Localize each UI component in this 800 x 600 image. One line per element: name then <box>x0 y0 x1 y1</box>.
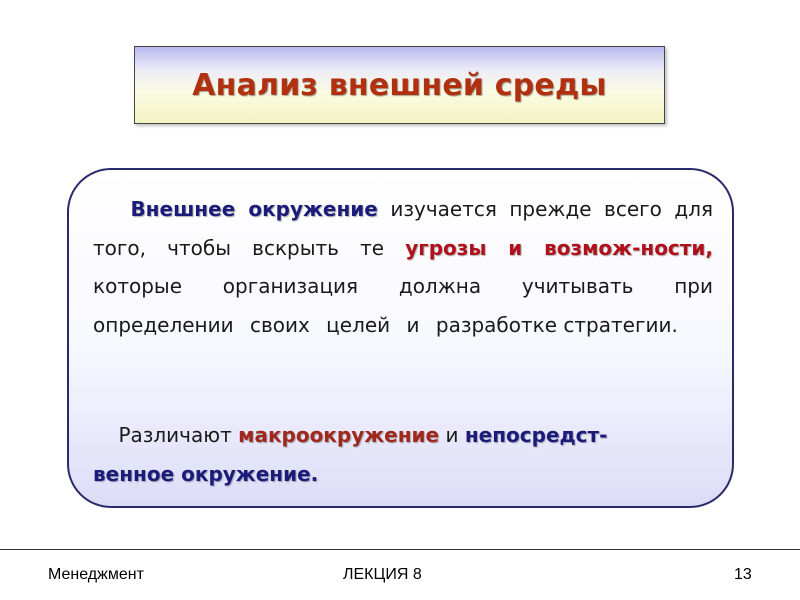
term-direct-environment-part1: непосредст- <box>464 423 608 447</box>
paragraph1-text-d: стратегии. <box>557 312 678 337</box>
term-direct-environment-part2: венное окружение. <box>93 461 319 486</box>
indent <box>93 423 118 447</box>
footer-page-number: 13 <box>734 566 752 583</box>
paragraph2-text-a: Различают <box>118 423 239 447</box>
paragraph1-text-c: при определении своих целей и разработке <box>93 274 713 337</box>
paragraph-distinguish <box>93 416 713 493</box>
footer-lecture-label: ЛЕКЦИЯ 8 <box>343 566 422 583</box>
paragraph1-text-b: которые организация должна учитывать <box>93 274 675 298</box>
paragraph1-text-a: изучается прежде всего для того, чтобы вскрыть те <box>93 197 714 260</box>
footer-divider <box>0 549 800 550</box>
slide-title: Анализ внешней среды <box>192 67 607 103</box>
term-macro-environment: макроокружение <box>238 423 440 447</box>
highlight-threats-opportunities: угрозы и возмож-ности, <box>405 235 713 260</box>
term-external-environment: Внешнее окружение <box>130 197 378 221</box>
footer-course-name: Менеджмент <box>48 566 144 583</box>
paragraph-external-environment <box>93 190 713 344</box>
content-box <box>67 168 734 508</box>
slide-title-box <box>134 46 665 124</box>
indent <box>93 197 130 221</box>
paragraph2-text-b: и <box>439 423 465 447</box>
